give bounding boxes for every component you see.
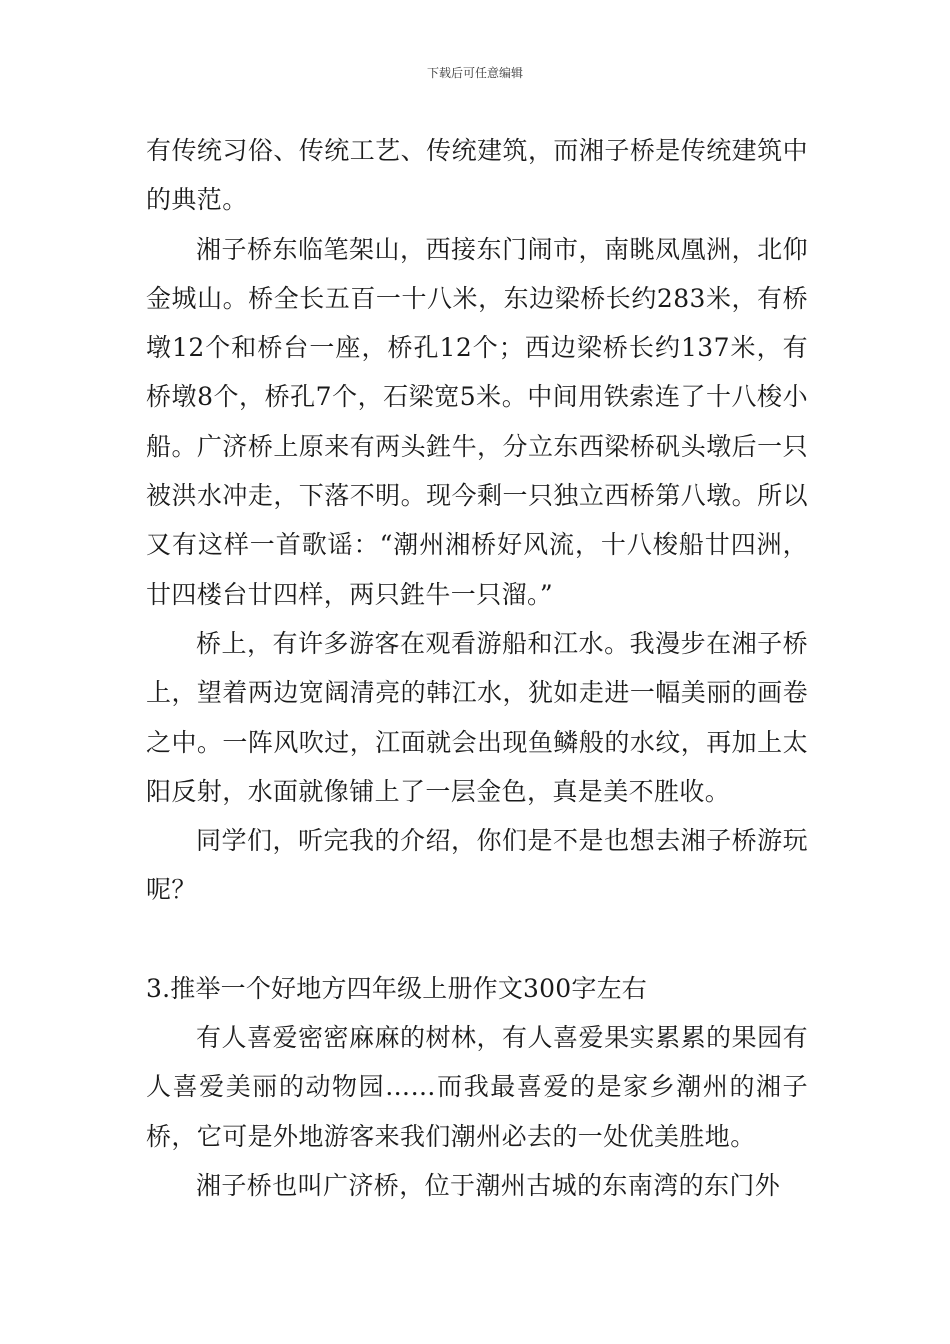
paragraph-section-bridge: 湘子桥也叫广济桥，位于潮州古城的东南湾的东门外: [196, 1170, 781, 1200]
paragraph-bridge-scenery: 桥上，有许多游客在观看游船和江水。我漫步在湘子桥上，望着两边宽阔清亮的韩江水，犹如走进一幅美丽的画卷之中。一阵风吹过，江面就会出现鱼鳞般的水纹，再加上太阳反射，水面就像铺上了一层金色，真是美不胜收。: [146, 628, 808, 806]
paragraph-bridge-description: 湘子桥东临笔架山，西接东门闹市，南眺凤凰洲，北仰金城山。桥全长五百一十八米，东边梁桥长约283米，有桥墩12个和桥台一座，桥孔12个；西边梁桥长约137米，有桥墩8个，桥孔7个，石梁宽5米。中间用铁索连了十八梭小船。广济桥上原来有两头鉎牛，分立东西梁桥矾头墩后一只被洪水冲走，下落不明。现今剩一只独立西桥第八墩。所以又有这样一首歌谣：“潮州湘桥好风流，十八梭船廿四洲，廿四楼台廿四样，两只鉎牛一只溜。”: [146, 234, 808, 609]
paragraph-section-intro: 有人喜爱密密麻麻的树林，有人喜爱果实累累的果园有人喜爱美丽的动物园……而我最喜爱的是家乡潮州的湘子桥，它可是外地游客来我们潮州必去的一处优美胜地。: [146, 1023, 808, 1151]
document-body: [146, 126, 808, 1210]
section-heading: 3.推举一个好地方四年级上册作文300字左右: [146, 973, 647, 1003]
paragraph-closing-question: 同学们，听完我的介绍，你们是不是也想去湘子桥游玩呢？: [146, 826, 808, 905]
paragraph-continuation: 有传统习俗、传统工艺、传统建筑，而湘子桥是传统建筑中的典范。: [146, 136, 808, 215]
page-header: 下载后可任意编辑: [426, 66, 523, 80]
section-spacer: [146, 915, 808, 964]
